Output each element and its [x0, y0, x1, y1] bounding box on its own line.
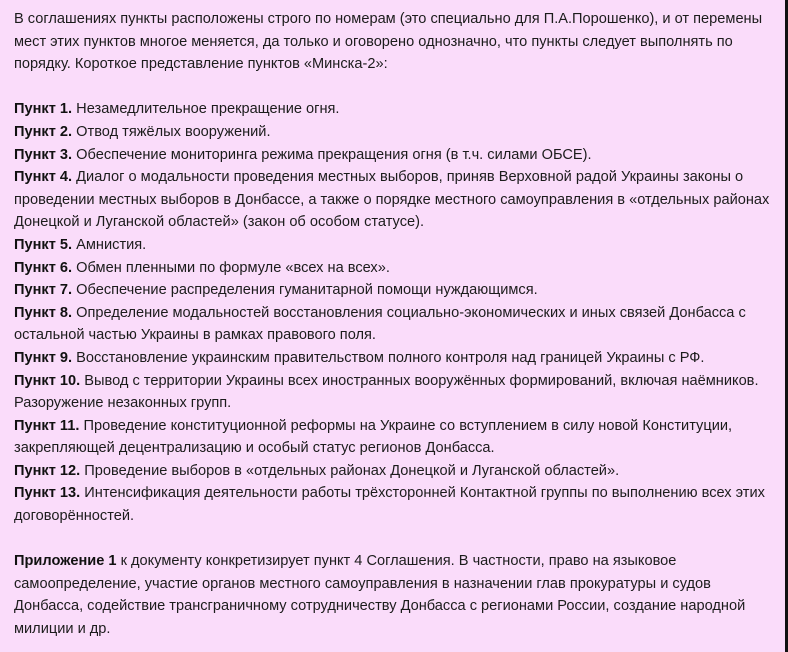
point-label: Пункт 9.: [14, 349, 73, 366]
point-13: [14, 482, 776, 527]
point-label: Пункт 13.: [14, 485, 81, 502]
point-text: Интенсификация деятельности работы трёхсторонней Контактной группы по выполнению всех этих договорённостей.: [14, 485, 765, 525]
point-label: Пункт 2.: [14, 123, 73, 140]
point-text: Проведение выборов в «отдельных районах Донецкой и Луганской областей».: [80, 462, 620, 479]
point-label: Пункт 4.: [14, 169, 73, 186]
point-6: [14, 257, 776, 280]
point-label: Пункт 1.: [14, 101, 73, 118]
point-label: Пункт 7.: [14, 282, 73, 299]
point-label: Пункт 8.: [14, 304, 73, 321]
point-label: Пункт 10.: [14, 372, 81, 389]
point-text: Обеспечение распределения гуманитарной помощи нуждающимся.: [72, 282, 538, 299]
point-9: [14, 347, 776, 370]
article-text: [14, 8, 776, 641]
point-label: Пункт 11.: [14, 417, 80, 434]
paragraph-gap: [14, 528, 776, 551]
point-text: Отвод тяжёлых вооружений.: [72, 123, 271, 140]
point-text: Вывод с территории Украины всех иностранных вооружённых формирований, включая наёмников. Разоружение незаконных групп.: [14, 372, 759, 412]
point-1: [14, 98, 776, 121]
appendix-paragraph: [14, 550, 776, 640]
intro-paragraph: В соглашениях пункты расположены строго по номерам (это специально для П.А.Порошенко), и от перемены мест этих пунктов многое меняется, да только и оговорено однозначно, что пункты следует выполнять по порядку. Короткое представление пунктов «Минска-2»:: [14, 11, 763, 73]
point-text: Проведение конституционной реформы на Украине со вступлением в силу новой Конституции, закрепляющей децентрализацию и особый статус регионов Донбасса.: [14, 417, 733, 457]
point-label: Пункт 5.: [14, 236, 73, 253]
point-4: [14, 166, 776, 234]
point-2: [14, 121, 776, 144]
point-11: [14, 415, 776, 460]
point-7: [14, 279, 776, 302]
point-8: [14, 302, 776, 347]
appendix-text: к документу конкретизирует пункт 4 Соглашения. В частности, право на языковое самоопределение, участие органов местного самоуправления в назначении глав прокуратуры и судов Донбасса, содействие трансграничному сотрудничеству Донбасса с регионами России, создание народной милиции и др.: [14, 553, 746, 638]
point-3: [14, 144, 776, 167]
point-label: Пункт 12.: [14, 462, 81, 479]
point-text: Определение модальностей восстановления социально-экономических и иных связей Донбасса с остальной частью Украины в рамках правового поля.: [14, 304, 746, 344]
point-text: Незамедлительное прекращение огня.: [72, 101, 340, 118]
point-label: Пункт 3.: [14, 146, 73, 163]
appendix-label: Приложение 1: [14, 553, 117, 570]
point-text: Обмен пленными по формуле «всех на всех».: [72, 259, 390, 276]
paragraph-gap: [14, 76, 776, 99]
point-10: [14, 370, 776, 415]
point-label: Пункт 6.: [14, 259, 73, 276]
point-text: Восстановление украинским правительством полного контроля над границей Украины с РФ.: [72, 349, 705, 366]
point-text: Обеспечение мониторинга режима прекращения огня (в т.ч. силами ОБСЕ).: [72, 146, 592, 163]
point-5: [14, 234, 776, 257]
point-text: Амнистия.: [72, 236, 147, 253]
point-text: Диалог о модальности проведения местных выборов, приняв Верховной радой Украины законы о проведении местных выборов в Донбассе, а также о порядке местного самоуправления в «отдельных районах Донецкой и Луганской областей» (закон об особом статусе).: [14, 169, 770, 231]
point-12: [14, 460, 776, 483]
